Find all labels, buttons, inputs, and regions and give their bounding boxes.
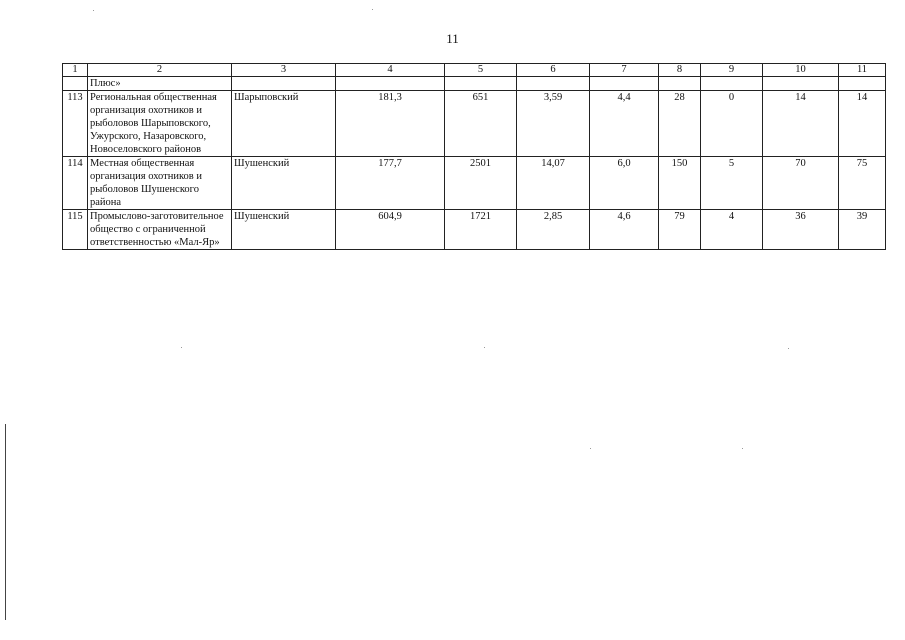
data-table [62,63,886,250]
district: Шушенский [232,210,336,250]
row-number: 115 [63,210,88,250]
cell-col8: 28 [659,91,701,157]
col-header: 1 [63,64,88,77]
cell-col9: 0 [701,91,763,157]
org-name: Промыслово-заготовительное общество с ограниченной ответственностью «Мал-Яр» [88,210,232,250]
col-header: 3 [232,64,336,77]
cell-col4: 181,3 [336,91,445,157]
cell-col11: 14 [839,91,886,157]
col-header: 4 [336,64,445,77]
col-header: 6 [517,64,590,77]
cell-col8: 79 [659,210,701,250]
cell-col10: 14 [763,91,839,157]
scan-speck [93,10,94,11]
cell-col10: 36 [763,210,839,250]
cell-col10: 70 [763,157,839,210]
empty-cell [445,77,517,91]
scan-speck [181,347,182,348]
col-header: 8 [659,64,701,77]
cell-col11: 75 [839,157,886,210]
org-name: Региональная общественная организация охотников и рыболовов Шарыповского, Ужурского, Назаровского, Новоселовского районов [88,91,232,157]
district: Шушенский [232,157,336,210]
col-header: 2 [88,64,232,77]
col-header: 9 [701,64,763,77]
cell-col6: 2,85 [517,210,590,250]
table-row [63,210,886,250]
scan-speck [788,348,789,349]
scan-speck [590,448,591,449]
cell-col5: 1721 [445,210,517,250]
header-row [63,64,886,77]
empty-cell [659,77,701,91]
scan-speck [372,9,373,10]
cell-col7: 4,6 [590,210,659,250]
cell-col8: 150 [659,157,701,210]
cell-col7: 6,0 [590,157,659,210]
cell-col5: 651 [445,91,517,157]
district: Шарыповский [232,91,336,157]
continuation-row [63,77,886,91]
empty-cell [839,77,886,91]
empty-cell [763,77,839,91]
col-header: 10 [763,64,839,77]
scan-speck [484,347,485,348]
empty-cell [63,77,88,91]
empty-cell [517,77,590,91]
empty-cell [232,77,336,91]
cell-col9: 4 [701,210,763,250]
scan-edge-line [5,424,6,620]
row-number: 113 [63,91,88,157]
continuation-text: Плюс» [88,77,232,91]
cell-col5: 2501 [445,157,517,210]
empty-cell [701,77,763,91]
page-number: 11 [446,31,459,46]
col-header: 11 [839,64,886,77]
scan-speck [742,448,743,449]
empty-cell [336,77,445,91]
empty-cell [590,77,659,91]
col-header: 7 [590,64,659,77]
table-row [63,91,886,157]
cell-col7: 4,4 [590,91,659,157]
cell-col4: 604,9 [336,210,445,250]
cell-col6: 14,07 [517,157,590,210]
cell-col11: 39 [839,210,886,250]
cell-col4: 177,7 [336,157,445,210]
org-name: Местная общественная организация охотников и рыболовов Шушенского района [88,157,232,210]
cell-col9: 5 [701,157,763,210]
row-number: 114 [63,157,88,210]
cell-col6: 3,59 [517,91,590,157]
col-header: 5 [445,64,517,77]
table-row [63,157,886,210]
